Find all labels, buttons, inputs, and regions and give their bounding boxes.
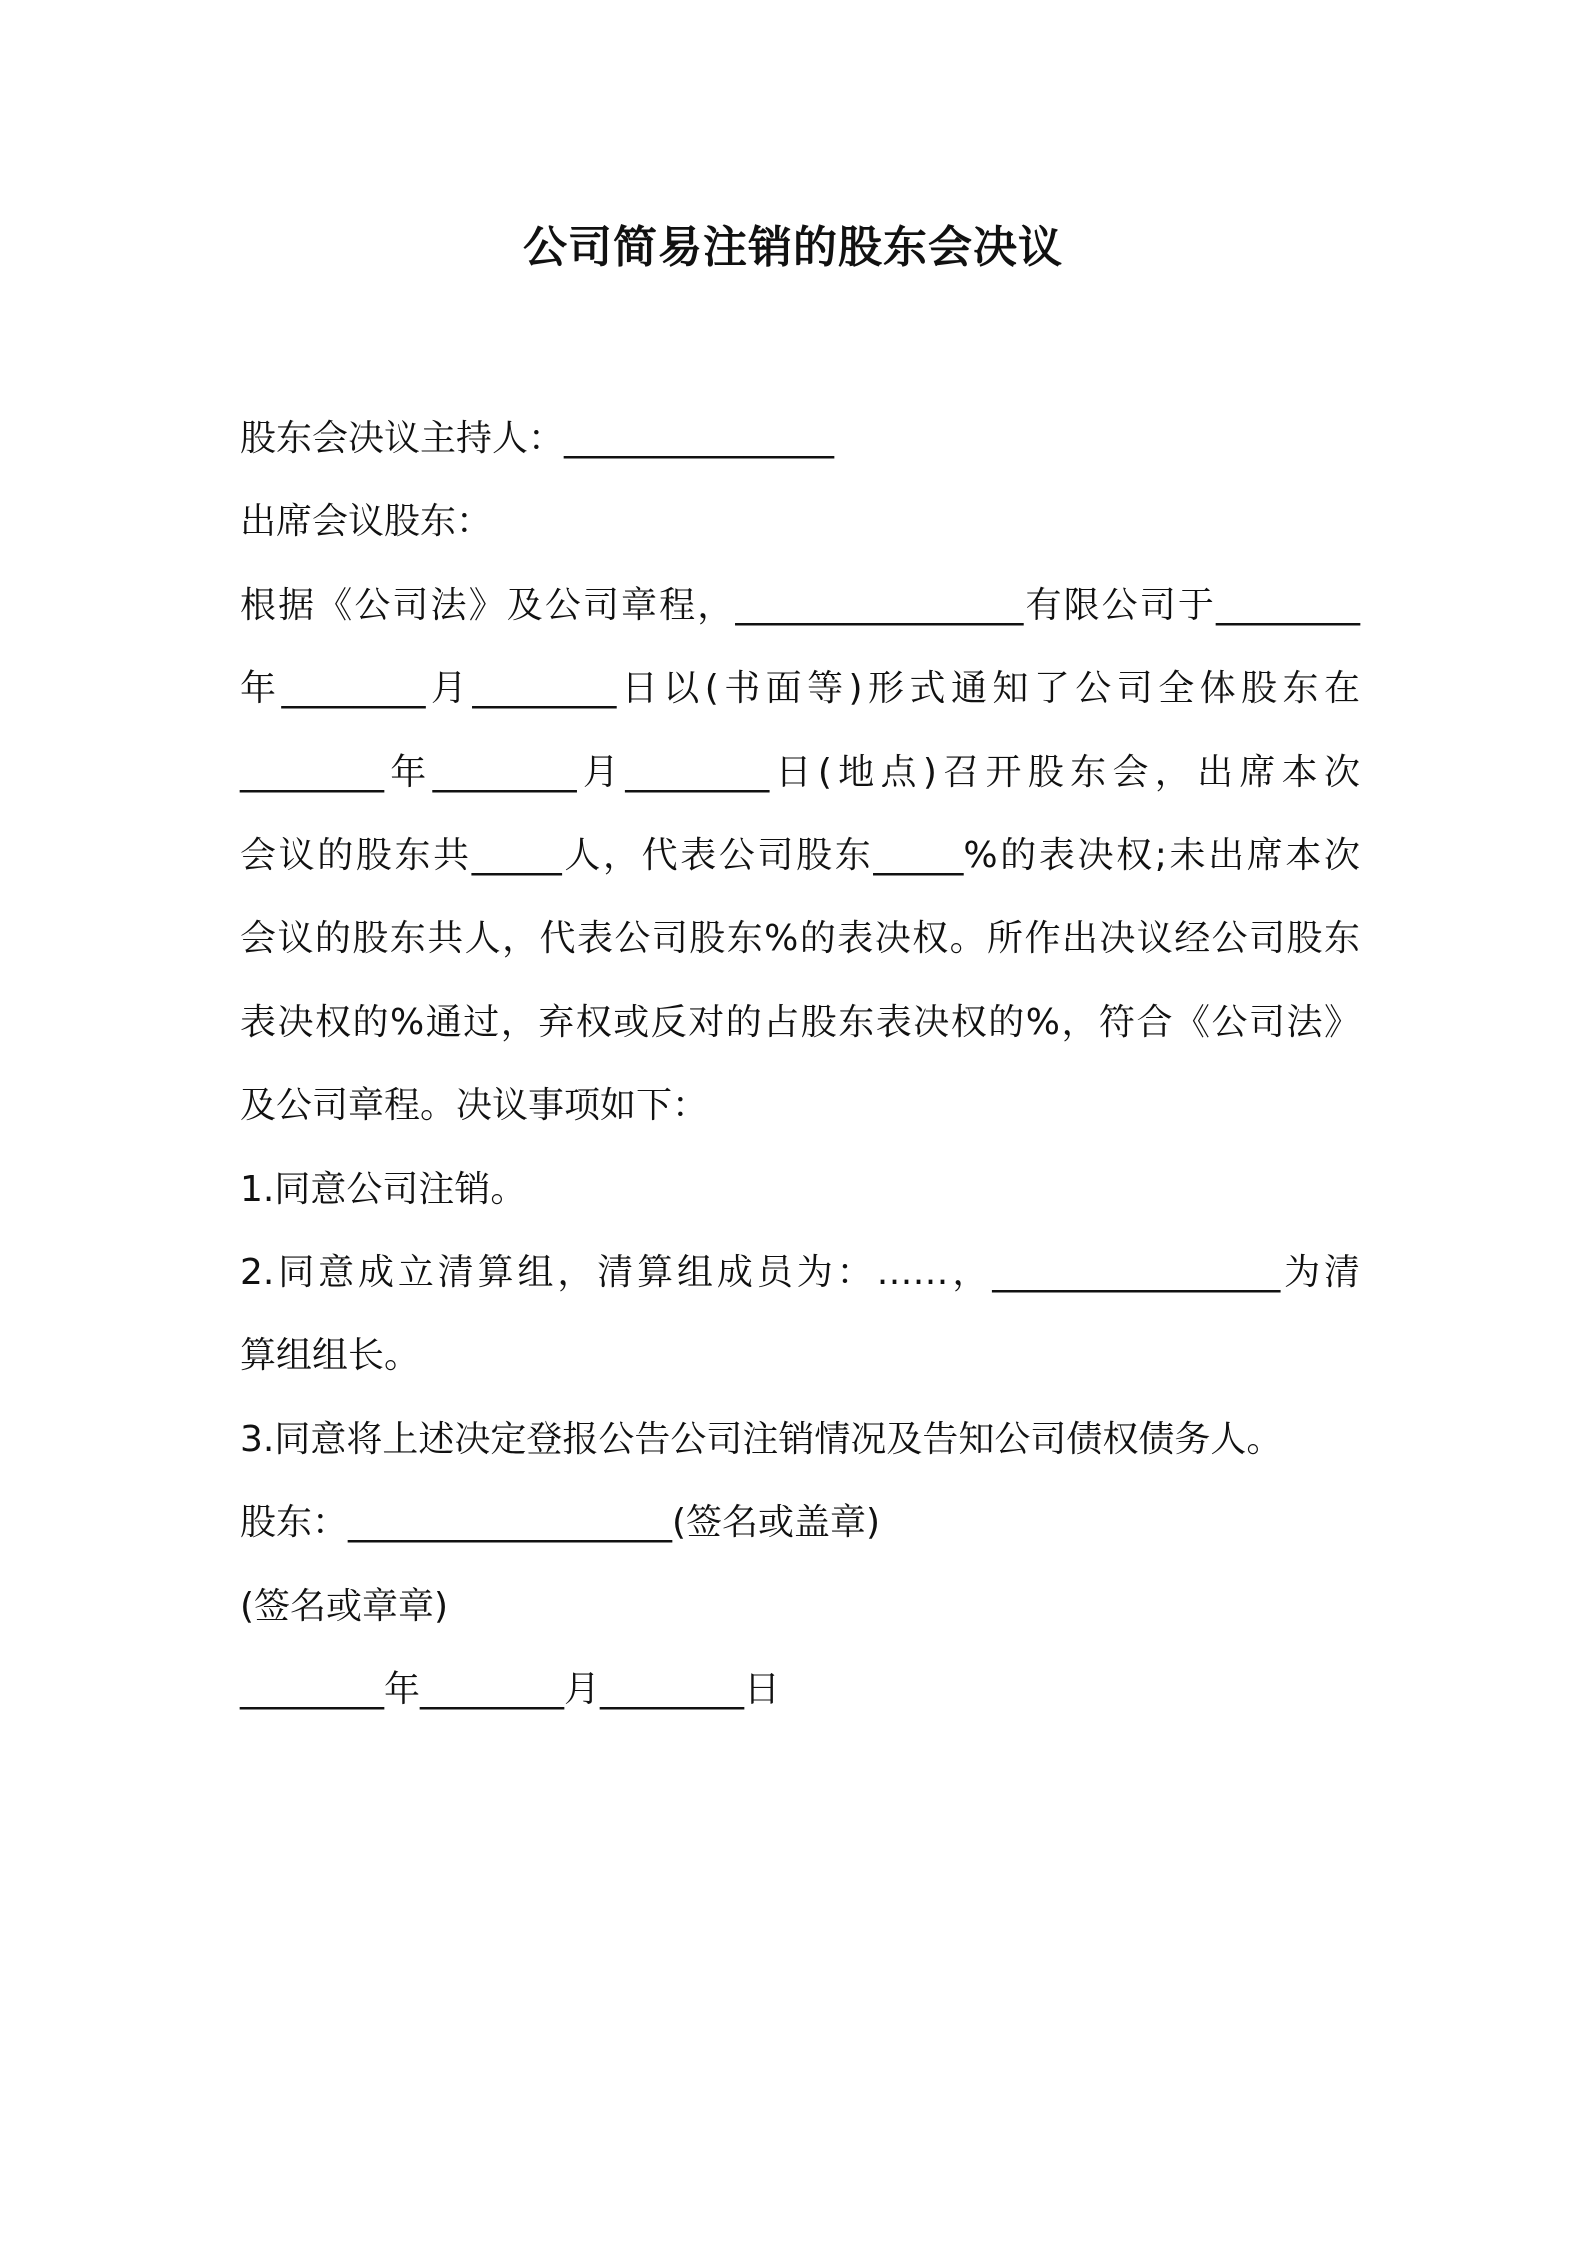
- body-line: 年________月________日以(书面等)形式通知了公司全体股东在: [240, 668, 1360, 709]
- host-line: 股东会决议主持人：_______________: [240, 418, 835, 459]
- resolution-item-2-continued: 算组组长。: [240, 1335, 421, 1376]
- signature-note: (签名或章章): [240, 1586, 449, 1627]
- resolution-item-1: 1.同意公司注销。: [240, 1169, 527, 1210]
- shareholder-signature-line: 股东：__________________(签名或盖章): [240, 1502, 881, 1543]
- body-line: 根据《公司法》及公司章程，________________有限公司于________: [240, 585, 1360, 626]
- resolution-item-3: 3.同意将上述决定登报公告公司注销情况及告知公司债权债务人。: [240, 1419, 1283, 1460]
- body-line: 表决权的%通过，弃权或反对的占股东表决权的%，符合《公司法》: [240, 1002, 1360, 1043]
- body-line: 会议的股东共人，代表公司股东%的表决权。所作出决议经公司股东: [240, 918, 1360, 959]
- date-line: ________年________月________日: [240, 1669, 780, 1710]
- body-line: 会议的股东共_____人，代表公司股东_____%的表决权;未出席本次: [240, 835, 1360, 876]
- body-line: ________年________月________日(地点)召开股东会，出席本次: [240, 752, 1360, 793]
- attending-shareholders-line: 出席会议股东：: [240, 501, 493, 542]
- resolution-item-2: 2.同意成立清算组，清算组成员为：……，________________为清: [240, 1252, 1360, 1293]
- document-title: 公司简易注销的股东会决议: [523, 222, 1063, 273]
- body-line: 及公司章程。决议事项如下：: [240, 1085, 709, 1126]
